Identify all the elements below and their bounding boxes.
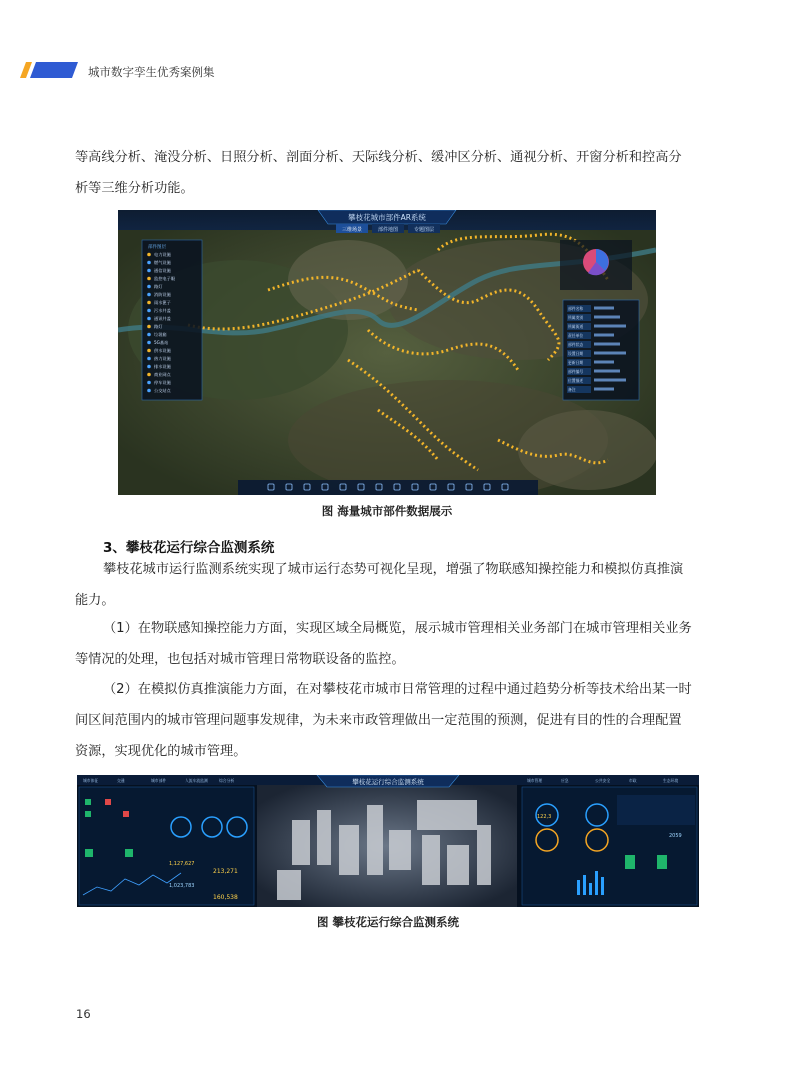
layer-item[interactable]: 停车设施 [154,380,171,385]
s3-p2-line-2: 等情况的处理，也包括对城市管理日常物联设备的监控。 [75,652,405,667]
layer-dot-icon [147,309,151,313]
fig1-toolbar [238,480,538,495]
intro-paragraph [75,142,720,204]
info-row-label: 部件状态 [568,342,584,347]
info-row-label: 位置描述 [568,378,584,383]
layer-item[interactable]: 通信设施 [154,268,171,273]
info-row-label: 责任单位 [568,333,584,338]
fig1-screen-title: 攀枝花城市部件AR系统 [348,213,426,222]
fig1-layer-panel [142,240,202,400]
layer-item[interactable]: 排水设施 [154,364,171,369]
info-row-label: 备注 [568,387,576,392]
layer-dot-icon [147,365,151,369]
page-number: 16 [76,1007,91,1021]
section3-heading: 3、攀枝花运行综合监测系统 [103,540,275,556]
fig2-stat-2: 213,271 [213,868,238,875]
fig2-nav-item[interactable]: 应急 [561,778,569,783]
info-row-value-bar [594,388,614,391]
layer-item[interactable]: 监控电子眼 [154,276,175,281]
section3-paragraph-1 [75,554,720,616]
info-row-value-bar [594,325,626,328]
info-row-value-bar [594,361,614,364]
s3-p3-line-1: （2）在模拟仿真推演能力方面，在对攀枝花市城市日常管理的过程中通过趋势分析等技术给出某一时 [103,682,692,697]
layer-item[interactable]: 供水设施 [154,348,171,353]
layer-item[interactable]: 垃圾箱 [154,332,167,337]
layer-item[interactable]: 消防设施 [154,292,171,297]
info-row-label: 部件编号 [568,369,584,374]
layer-dot-icon [147,253,151,257]
layer-dot-icon [147,277,151,281]
fig2-stat-4: 160,538 [213,894,238,901]
fig1-layer-panel-title: 部件图层 [148,245,166,250]
fig2-nav-item[interactable]: 城市部件 [151,778,167,783]
figure-operation-dashboard [77,775,699,907]
fig2-stat-1: 1,127,627 [169,861,195,867]
layer-dot-icon [147,301,151,305]
layer-dot-icon [147,381,151,385]
fig2-nav-item[interactable]: 人流车流监测 [185,778,208,783]
layer-dot-icon [147,333,151,337]
fig2-nav-item[interactable]: 城市体征 [83,778,99,783]
info-row-value-bar [594,334,614,337]
fig2-nav-item[interactable]: 城市管理 [527,778,543,783]
layer-item[interactable]: 5G基站 [154,340,169,345]
layer-item[interactable]: 雨水篦子 [154,300,171,305]
fig1-tab-layers-label: 专题图层 [413,227,435,233]
fig2-stat-6: 2059 [669,833,682,839]
fig2-nav-item[interactable]: 生态环境 [663,778,679,783]
info-row-value-bar [594,316,620,319]
layer-item[interactable]: 通讯井盖 [154,316,171,321]
section3-paragraph-3 [75,674,720,767]
layer-dot-icon [147,341,151,345]
info-row-label: 设置日期 [568,351,584,356]
layer-dot-icon [147,349,151,353]
layer-dot-icon [147,325,151,329]
info-row-label: 所属类别 [568,315,584,320]
s3-p3-line-3: 资源，实现优化的城市管理。 [75,744,247,759]
fig2-nav-item[interactable]: 交通 [117,778,125,783]
map-screenshot [118,210,656,495]
intro-line-2: 析等三维分析功能。 [75,181,194,196]
fig2-stat-5: 122,3 [537,814,552,820]
figure-city-components-map [118,210,656,495]
section3-paragraph-2 [75,613,720,675]
layer-item[interactable]: 路灯 [154,324,163,329]
info-row-value-bar [594,379,626,382]
s3-p2-line-1: （1）在物联感知操控能力方面，实现区域全局概览，展示城市管理相关业务部门在城市管理相关业务 [103,621,692,636]
s3-p1-line-1: 攀枝花城市运行监测系统实现了城市运行态势可视化呈现，增强了物联感知操控能力和模拟仿真推演 [103,562,684,577]
layer-dot-icon [147,373,151,377]
layer-dot-icon [147,357,151,361]
header-title: 城市数字孪生优秀案例集 [88,65,215,79]
blue-stripe-icon [30,62,78,78]
figure1-caption: 图 海量城市部件数据展示 [321,504,453,518]
layer-item[interactable]: 污水井盖 [154,308,171,313]
layer-item[interactable]: 燃气设施 [154,260,171,265]
layer-dot-icon [147,317,151,321]
info-row-value-bar [594,352,626,355]
info-row-value-bar [594,343,620,346]
layer-item[interactable]: 路灯 [154,284,163,289]
fig2-stat-3: 1,023,783 [169,883,195,889]
figure2-caption: 图 攀枝花运行综合监测系统 [316,915,459,929]
orange-stripe-icon [20,62,32,78]
s3-p1-line-2: 能力。 [75,593,115,608]
layer-item[interactable]: 公交站点 [154,388,171,393]
layer-dot-icon [147,261,151,265]
layer-item[interactable]: 商业网点 [154,372,171,377]
fig1-tab-3d-label: 三维场景 [341,227,363,233]
fig1-tab-map-label: 部件地图 [377,227,399,233]
layer-item[interactable]: 电力设施 [154,252,171,257]
fig2-screen-title: 攀枝花运行综合监测系统 [352,778,424,786]
s3-p3-line-2: 间区间范围内的城市管理问题事发规律，为未来市政管理做出一定范围的预测，促进有目的性的合理配置 [75,713,682,728]
layer-item[interactable]: 热力设施 [154,356,171,361]
layer-dot-icon [147,269,151,273]
header-logo-stripes [16,62,78,78]
dashboard-screenshot [77,775,699,907]
fig2-nav-item[interactable]: 市政 [629,778,637,783]
layer-dot-icon [147,389,151,393]
layer-dot-icon [147,285,151,289]
intro-line-1: 等高线分析、淹没分析、日照分析、剖面分析、天际线分析、缓冲区分析、通视分析、开窗分析和控高分 [75,150,682,165]
fig2-nav-item[interactable]: 综合分析 [219,778,235,783]
layer-dot-icon [147,293,151,297]
info-row-value-bar [594,307,614,310]
fig2-nav-item[interactable]: 公共安全 [595,778,611,783]
info-row-label: 更新日期 [568,360,584,365]
info-row-label: 所属街道 [568,324,584,329]
info-row-label: 部件名称 [568,306,584,311]
info-row-value-bar [594,370,620,373]
